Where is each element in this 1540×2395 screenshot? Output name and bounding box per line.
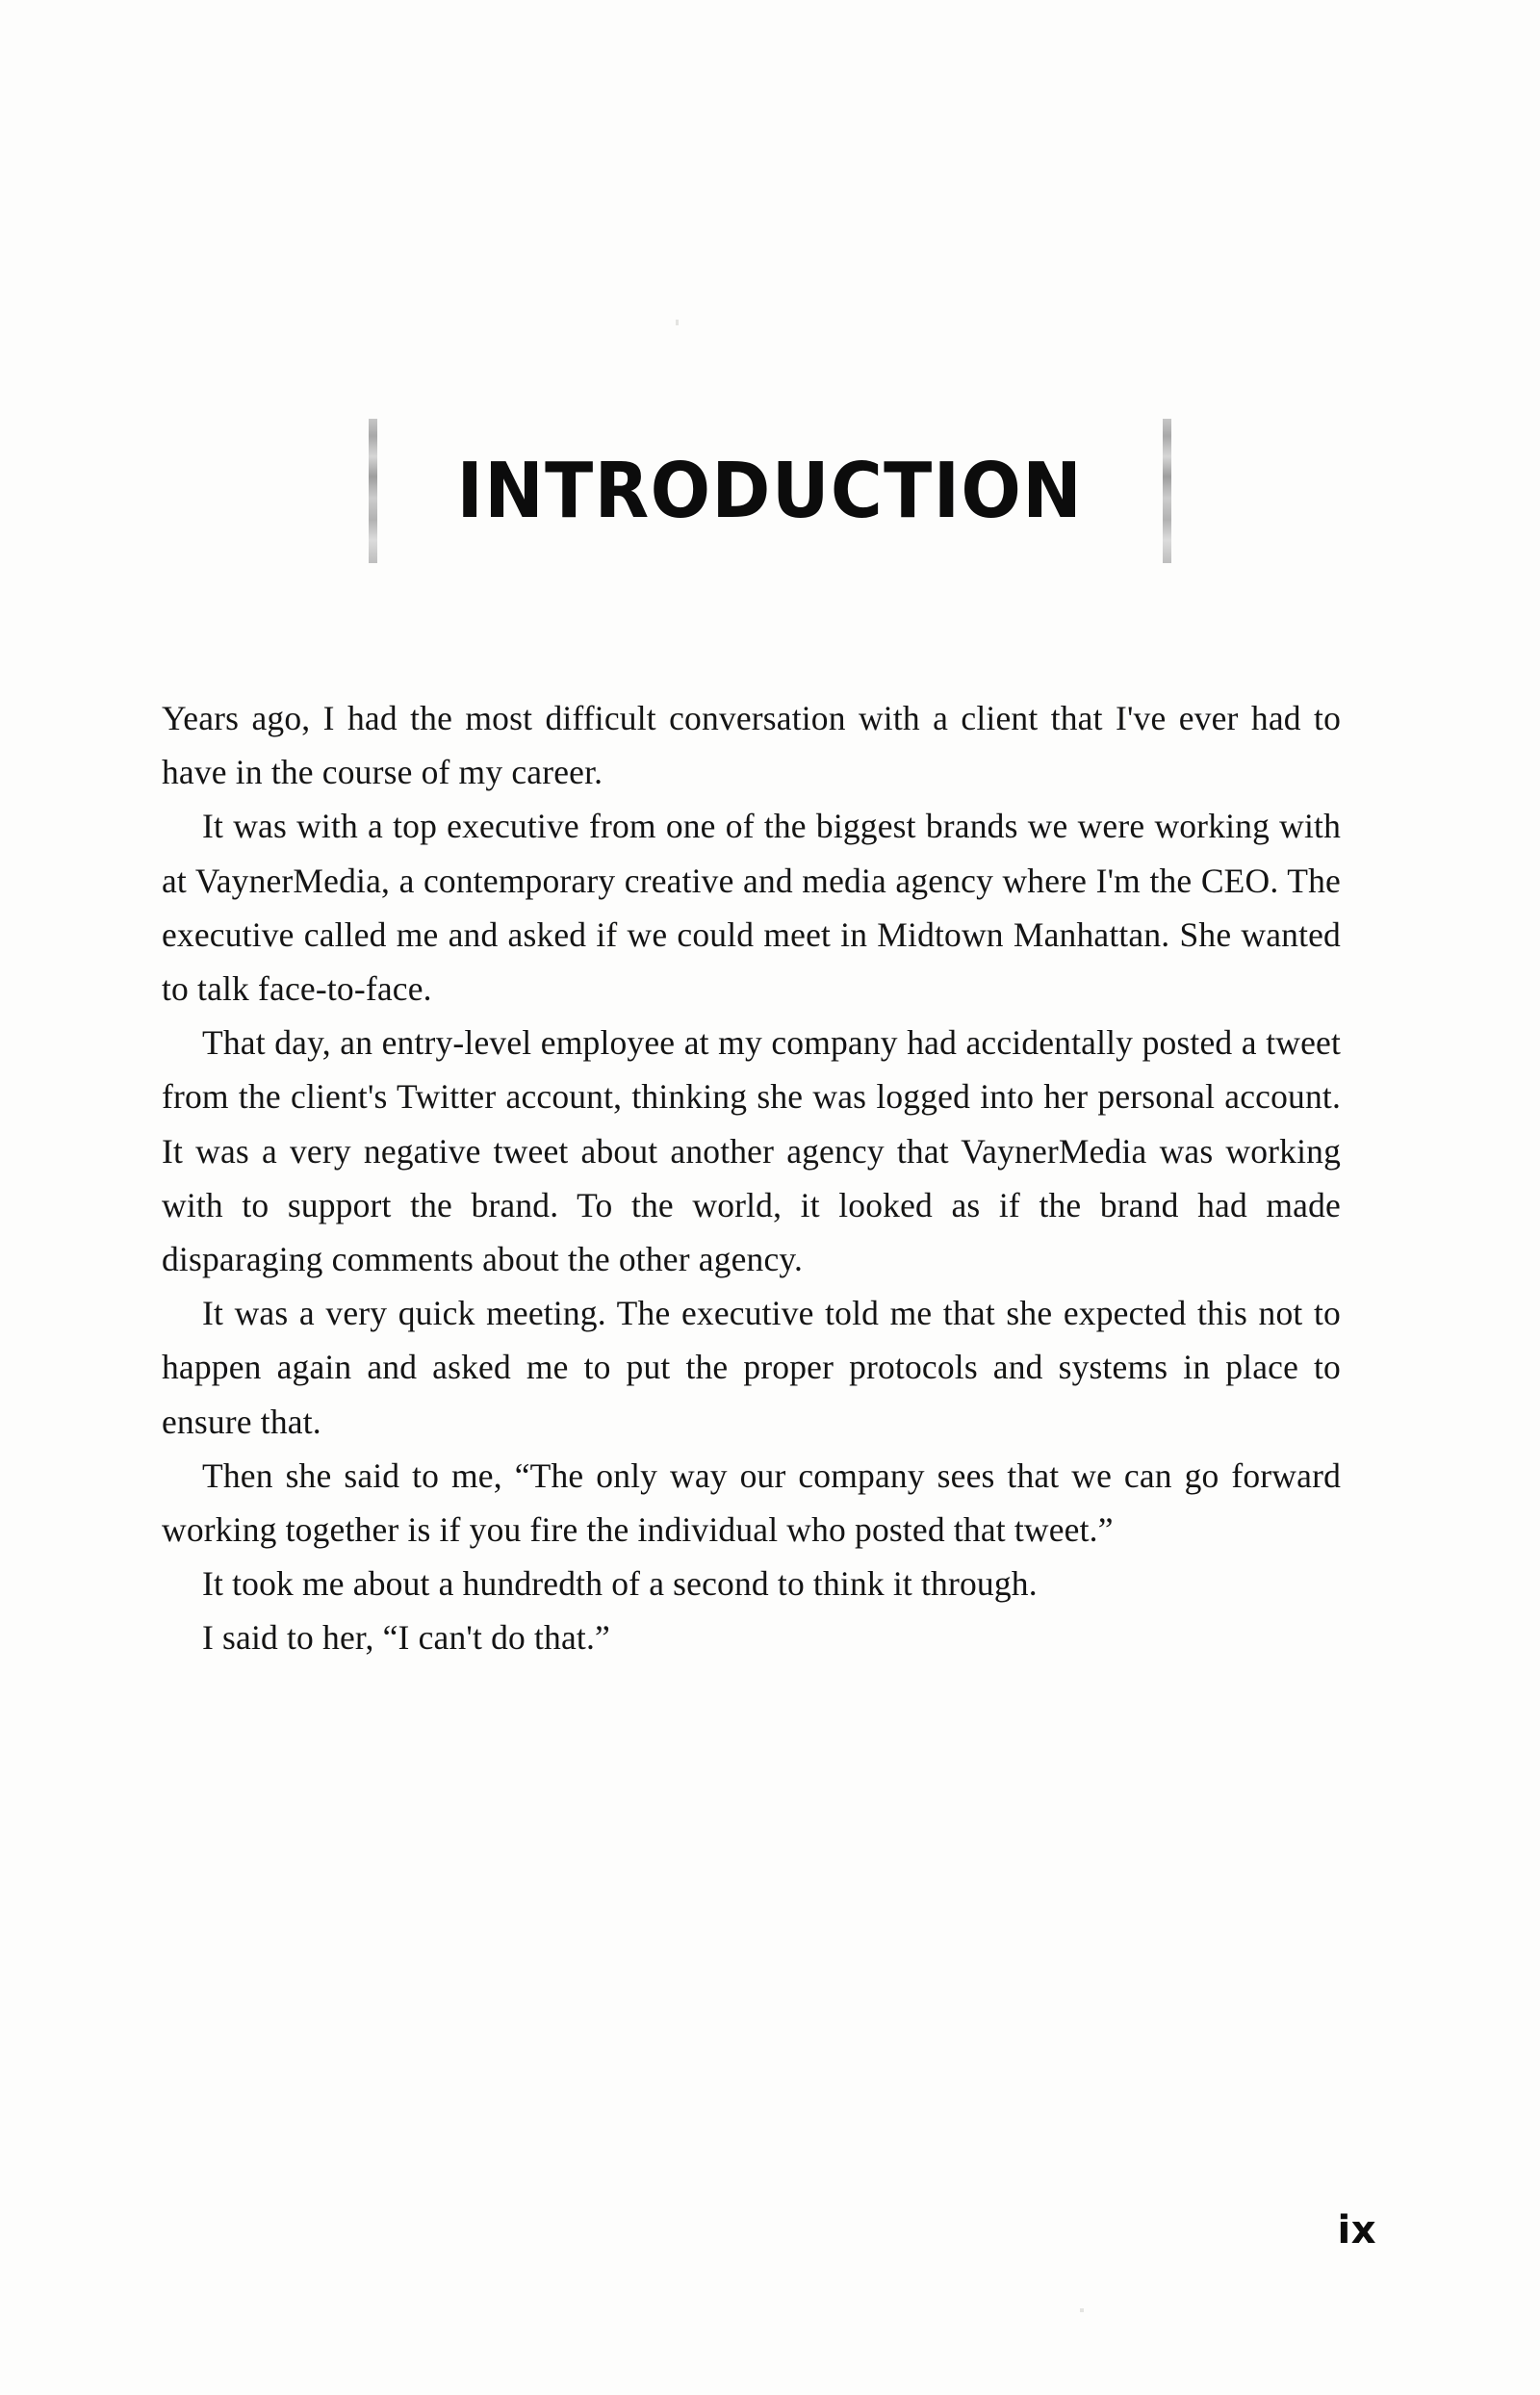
paragraph: It was a very quick meeting. The executive told me that she expected this not to happen again and asked me to put the proper protocols and systems in place to ensure that.	[162, 1294, 1341, 1441]
right-rule-mark-icon	[1163, 419, 1171, 563]
chapter-heading	[0, 419, 1540, 568]
page-title: INTRODUCTION	[456, 446, 1084, 535]
paragraph: Then she said to me, “The only way our company sees that we can go forward working together is if you fire the individual who posted that tweet.”	[162, 1455, 1341, 1550]
left-rule-mark-icon	[369, 419, 377, 563]
paragraph: Years ago, I had the most difficult conversation with a client that I've ever had to have in the course of my career.	[162, 699, 1341, 792]
page-number: ix	[1337, 2208, 1376, 2253]
paragraph: I said to her, “I can't do that.”	[202, 1618, 610, 1658]
paragraph: It took me about a hundredth of a second to think it through.	[202, 1564, 1038, 1604]
body-text	[162, 691, 1341, 1665]
scan-speck	[1080, 2308, 1084, 2312]
paragraph: It was with a top executive from one of the biggest brands we were working with at VaynerMedia, a contemporary creative and media agency where I'm the CEO. The executive called me and asked if we could meet in Midtown Manhattan. She wanted to talk face-to-face.	[162, 807, 1341, 1009]
scan-speck	[676, 320, 679, 325]
paragraph: That day, an entry-level employee at my company had accidentally posted a tweet from the client's Twitter account, thinking she was logged into her personal account. It was a very negative tweet about another agency that VaynerMedia was working with to support the brand. To the world, it looked as if the brand had made disparaging comments about the other agency.	[162, 1023, 1341, 1279]
